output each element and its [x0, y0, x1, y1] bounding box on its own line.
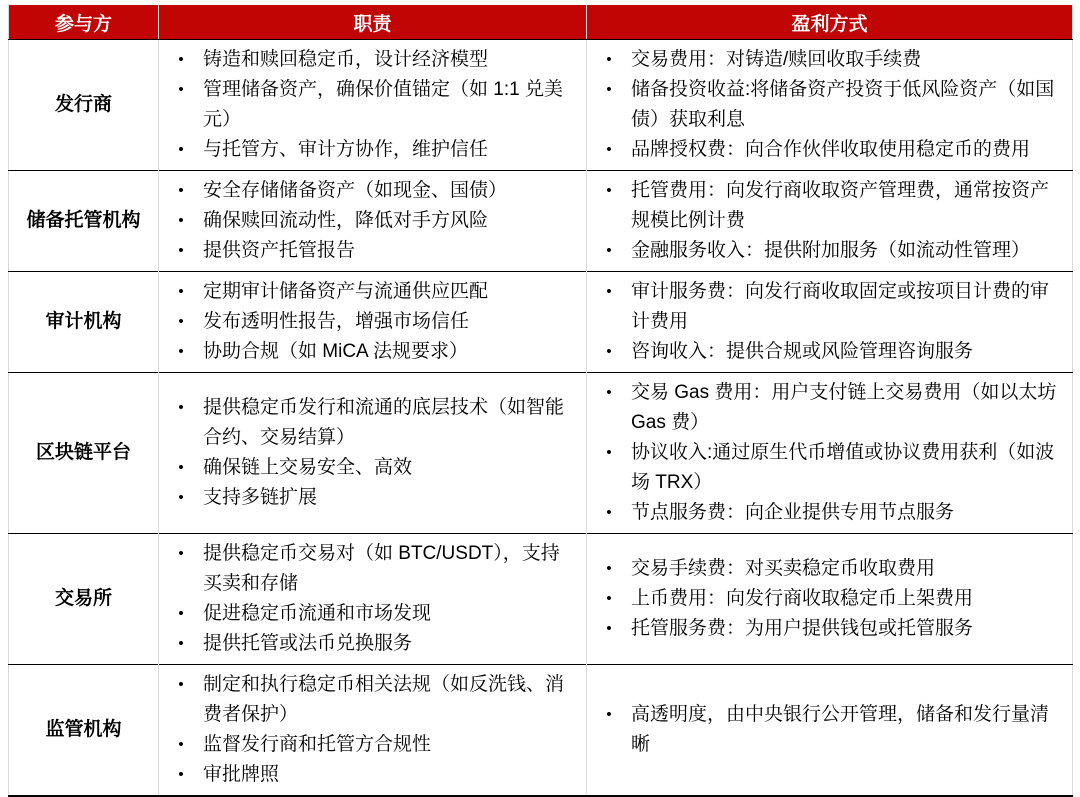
list-item	[159, 393, 584, 453]
header-participant: 参与方	[9, 5, 159, 40]
bullet-icon: •	[178, 676, 184, 693]
list-item	[159, 599, 584, 629]
list-item	[159, 539, 584, 599]
bullet-icon: •	[606, 242, 612, 259]
bullet-icon: •	[606, 141, 612, 158]
duties-cell	[159, 171, 587, 272]
list-item	[587, 584, 1070, 614]
list-item	[587, 700, 1070, 760]
duties-cell	[159, 534, 587, 665]
bullet-icon: •	[606, 81, 612, 98]
bullet-icon: •	[606, 504, 612, 521]
list-item	[587, 45, 1070, 75]
stablecoin-participants-table	[8, 5, 1073, 797]
bullet-icon: •	[178, 182, 184, 199]
list-item-text: 审计服务费：向发行商收取固定或按项目计费的审计费用	[631, 281, 1050, 332]
bullet-icon: •	[178, 51, 184, 68]
list-item-text: 金融服务收入：提供附加服务（如流动性管理）	[631, 240, 1031, 261]
list-item	[159, 277, 584, 307]
header-duties: 职责	[159, 5, 587, 40]
table-row	[9, 665, 1073, 797]
participant-cell: 监管机构	[9, 665, 159, 797]
bullet-icon: •	[178, 212, 184, 229]
list-item	[159, 337, 584, 367]
participant-cell: 区块链平台	[9, 373, 159, 534]
participant-cell: 审计机构	[9, 272, 159, 373]
list-item	[159, 730, 584, 760]
list-item-text: 托管费用：向发行商收取资产管理费，通常按资产规模比例计费	[631, 180, 1050, 231]
header-row	[9, 5, 1073, 40]
list-item-text: 与托管方、审计方协作，维护信任	[203, 139, 489, 160]
profits-cell	[587, 272, 1073, 373]
list-item-text: 确保赎回流动性，降低对手方风险	[203, 210, 489, 231]
bullet-icon: •	[606, 444, 612, 461]
list-item	[159, 307, 584, 337]
bullet-icon: •	[606, 706, 612, 723]
list-item-text: 管理储备资产，确保价值锚定（如 1:1 兑美元）	[203, 79, 563, 130]
bullet-icon: •	[178, 283, 184, 300]
duties-cell	[159, 272, 587, 373]
profits-cell	[587, 171, 1073, 272]
list-item-text: 上币费用：向发行商收取稳定币上架费用	[631, 588, 974, 609]
list-item-text: 提供稳定币发行和流通的底层技术（如智能合约、交易结算）	[203, 397, 565, 448]
list-item	[587, 438, 1070, 498]
table-row	[9, 373, 1073, 534]
table-row	[9, 171, 1073, 272]
list-item	[587, 378, 1070, 438]
list-item-text: 铸造和赎回稳定币，设计经济模型	[203, 49, 489, 70]
bullet-icon: •	[178, 141, 184, 158]
list-item-text: 定期审计储备资产与流通供应匹配	[203, 281, 489, 302]
list-item	[159, 483, 584, 513]
profits-cell	[587, 40, 1073, 171]
list-item	[587, 337, 1070, 367]
list-item-text: 监督发行商和托管方合规性	[203, 734, 432, 755]
bullet-icon: •	[178, 399, 184, 416]
profits-cell	[587, 534, 1073, 665]
duties-cell	[159, 40, 587, 171]
list-item	[587, 277, 1070, 337]
list-item	[159, 135, 584, 165]
bullet-icon: •	[606, 620, 612, 637]
list-item	[159, 206, 584, 236]
list-item-text: 制定和执行稳定币相关法规（如反洗钱、消费者保护）	[203, 674, 565, 725]
bullet-icon: •	[178, 736, 184, 753]
bullet-icon: •	[178, 313, 184, 330]
list-item-text: 交易手续费：对买卖稳定币收取费用	[631, 558, 936, 579]
profits-cell	[587, 665, 1073, 797]
list-item-text: 确保链上交易安全、高效	[203, 457, 413, 478]
bullet-icon: •	[178, 766, 184, 783]
bullet-icon: •	[606, 384, 612, 401]
bullet-icon: •	[606, 560, 612, 577]
table-row	[9, 272, 1073, 373]
list-item-text: 节点服务费：向企业提供专用节点服务	[631, 502, 955, 523]
list-item-text: 审批牌照	[203, 764, 280, 785]
list-item-text: 促进稳定币流通和市场发现	[203, 603, 432, 624]
bullet-icon: •	[178, 635, 184, 652]
list-item-text: 发布透明性报告，增强市场信任	[203, 311, 470, 332]
list-item	[159, 670, 584, 730]
list-item	[159, 75, 584, 135]
list-item-text: 安全存储储备资产（如现金、国债）	[203, 180, 508, 201]
table-row	[9, 40, 1073, 171]
bullet-icon: •	[178, 459, 184, 476]
bullet-icon: •	[178, 343, 184, 360]
list-item	[587, 135, 1070, 165]
list-item-text: 协助合规（如 MiCA 法规要求）	[203, 341, 468, 362]
list-item-text: 储备投资收益:将储备资产投资于低风险资产（如国债）获取利息	[631, 79, 1055, 130]
bullet-icon: •	[178, 545, 184, 562]
list-item-text: 协议收入:通过原生代币增值或协议费用获利（如波场 TRX）	[631, 442, 1055, 493]
participant-cell: 发行商	[54, 94, 112, 115]
profits-cell	[587, 373, 1073, 534]
participant-cell: 交易所	[9, 534, 159, 665]
list-item	[587, 614, 1070, 644]
list-item-text: 高透明度，由中央银行公开管理，储备和发行量清晰	[631, 704, 1050, 755]
table-row	[9, 534, 1073, 665]
list-item-text: 提供托管或法币兑换服务	[203, 633, 413, 654]
duties-cell	[159, 373, 587, 534]
bullet-icon: •	[178, 605, 184, 622]
list-item-text: 提供稳定币交易对（如 BTC/USDT），支持买卖和存储	[203, 543, 560, 594]
bullet-icon: •	[606, 343, 612, 360]
bullet-icon: •	[606, 182, 612, 199]
bullet-icon: •	[178, 81, 184, 98]
list-item	[159, 629, 584, 659]
bullet-icon: •	[178, 489, 184, 506]
list-item	[159, 176, 584, 206]
list-item	[587, 236, 1070, 266]
list-item-text: 交易费用：对铸造/赎回收取手续费	[631, 49, 922, 70]
list-item	[587, 498, 1070, 528]
list-item	[159, 45, 584, 75]
table-header	[9, 5, 1073, 40]
list-item	[159, 453, 584, 483]
list-item-text: 交易 Gas 费用：用户支付链上交易费用（如以太坊 Gas 费）	[631, 382, 1057, 433]
list-item-text: 提供资产托管报告	[203, 240, 356, 261]
list-item	[587, 176, 1070, 236]
table-body	[9, 40, 1073, 797]
list-item	[159, 236, 584, 266]
list-item	[587, 75, 1070, 135]
list-item-text: 咨询收入：提供合规或风险管理咨询服务	[631, 341, 974, 362]
bullet-icon: •	[178, 242, 184, 259]
bullet-icon: •	[606, 283, 612, 300]
list-item	[159, 760, 584, 790]
list-item	[587, 554, 1070, 584]
duties-cell	[159, 665, 587, 797]
list-item-text: 支持多链扩展	[203, 487, 318, 508]
list-item-text: 品牌授权费：向合作伙伴收取使用稳定币的费用	[631, 139, 1031, 160]
list-item-text: 托管服务费：为用户提供钱包或托管服务	[631, 618, 974, 639]
participant-cell: 储备托管机构	[9, 171, 159, 272]
header-profit-methods: 盈利方式	[587, 5, 1073, 40]
bullet-icon: •	[606, 51, 612, 68]
bullet-icon: •	[606, 590, 612, 607]
